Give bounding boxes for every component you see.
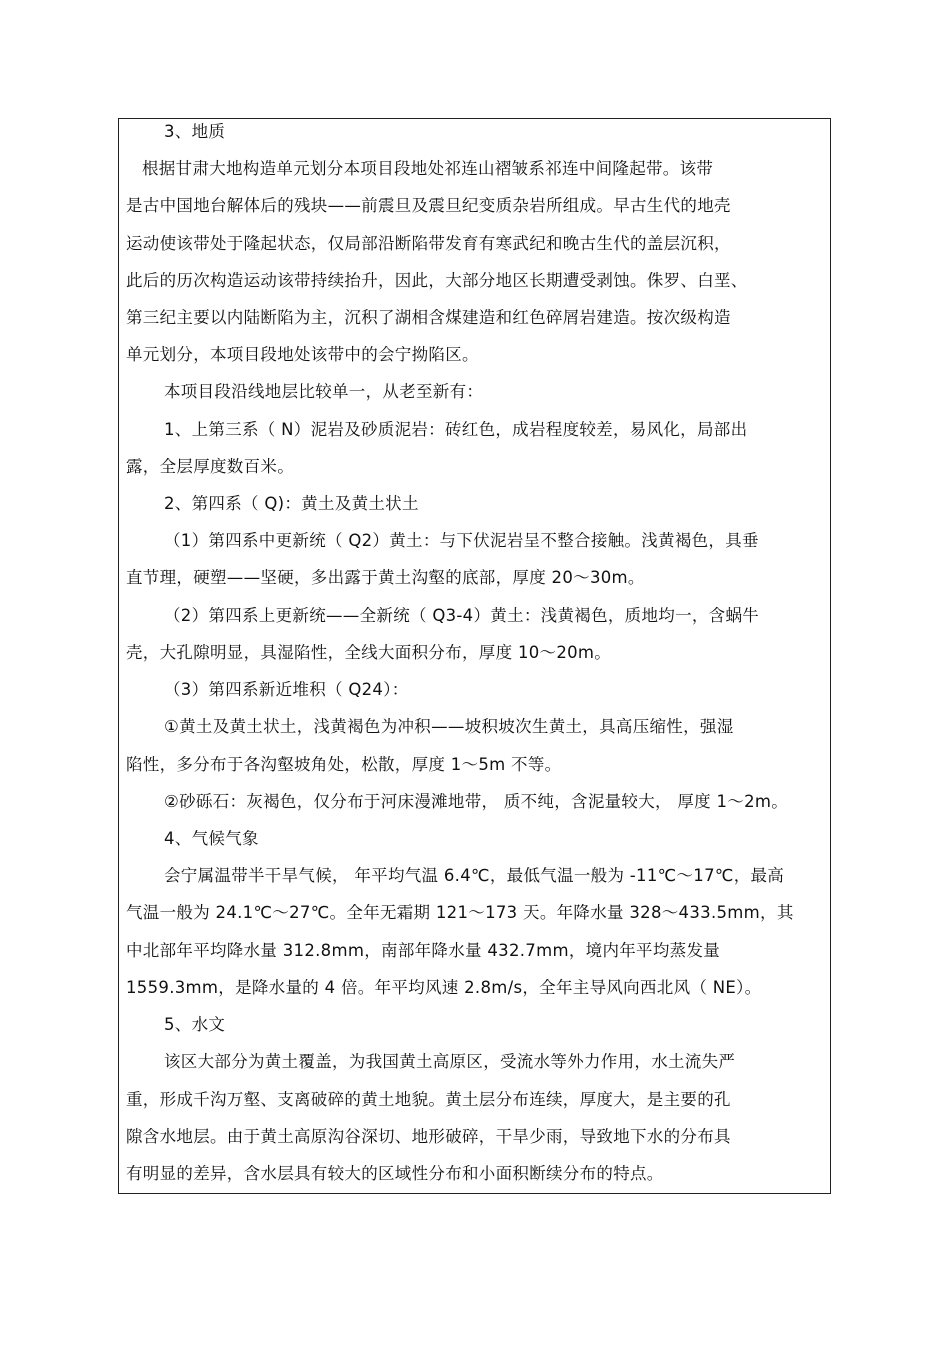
list-item-line: ②砂砾石：灰褐色，仅分布于河床漫滩地带， 质不纯，含泥量较大， 厚度 1～2m。 [164, 792, 789, 811]
section-heading-geology: 3、地质 [164, 122, 226, 141]
paragraph-line: 重，形成千沟万壑、支离破碎的黄土地貌。黄土层分布连续，厚度大，是主要的孔 [126, 1090, 731, 1109]
list-item-line: （1）第四系中更新统（ Q2）黄土：与下伏泥岩呈不整合接触。浅黄褐色，具垂 [164, 531, 759, 550]
paragraph-line: 本项目段沿线地层比较单一，从老至新有： [164, 382, 484, 401]
list-item-line: （3）第四系新近堆积（ Q24）： [164, 680, 409, 699]
paragraph-line: 单元划分，本项目段地处该带中的会宁拗陷区。 [126, 345, 479, 364]
paragraph-line: 运动使该带处于隆起状态，仅局部沿断陷带发育有寒武纪和晚古生代的盖层沉积， [126, 234, 731, 253]
list-item-line: （2）第四系上更新统——全新统（ Q3-4）黄土：浅黄褐色，质地均一，含蜗牛 [164, 606, 760, 625]
list-item-line: 露，全层厚度数百米。 [126, 457, 294, 476]
paragraph-line: 中北部年平均降水量 312.8mm，南部年降水量 432.7mm，境内年平均蒸发量 [126, 941, 721, 960]
paragraph-line: 第三纪主要以内陆断陷为主，沉积了湖相含煤建造和红色碎屑岩建造。按次级构造 [126, 308, 731, 327]
list-item-line: 壳，大孔隙明显，具湿陷性，全线大面积分布，厚度 10～20m。 [126, 643, 612, 662]
paragraph-line: 1559.3mm，是降水量的 4 倍。年平均风速 2.8m/s，全年主导风向西北风（ NE）。 [126, 978, 762, 997]
paragraph-line: 会宁属温带半干旱气候， 年平均气温 6.4℃，最低气温一般为 -11℃～17℃，最高 [164, 866, 785, 885]
list-item-line: 直节理，硬塑——坚硬，多出露于黄土沟壑的底部，厚度 20～30m。 [126, 568, 645, 587]
paragraph-line: 此后的历次构造运动该带持续抬升，因此，大部分地区长期遭受剥蚀。侏罗、白垩、 [126, 271, 748, 290]
list-item-line: 2、第四系（ Q)：黄土及黄土状土 [164, 494, 419, 513]
paragraph-line: 该区大部分为黄土覆盖，为我国黄土高原区，受流水等外力作用，水土流失严 [164, 1052, 736, 1071]
list-item-line: 1、上第三系（ N）泥岩及砂质泥岩：砖红色，成岩程度较差，易风化，局部出 [164, 420, 748, 439]
list-item-line: 陷性，多分布于各沟壑坡角处，松散，厚度 1～5m 不等。 [126, 755, 562, 774]
list-item-line: ①黄土及黄土状土，浅黄褐色为冲积——坡积坡次生黄土，具高压缩性，强湿 [164, 717, 734, 736]
paragraph-line: 气温一般为 24.1℃～27℃。全年无霜期 121～173 天。年降水量 328～433.5mm，其 [126, 903, 794, 922]
paragraph-line: 根据甘肃大地构造单元划分本项目段地处祁连山褶皱系祁连中间隆起带。该带 [142, 159, 714, 178]
section-heading-hydrology: 5、水文 [164, 1015, 226, 1034]
paragraph-line: 是古中国地台解体后的残块——前震旦及震旦纪变质杂岩所组成。早古生代的地壳 [126, 196, 731, 215]
paragraph-line: 有明显的差异，含水层具有较大的区域性分布和小面积断续分布的特点。 [126, 1164, 664, 1183]
section-heading-climate: 4、气候气象 [164, 829, 259, 848]
paragraph-line: 隙含水地层。由于黄土高原沟谷深切、地形破碎，干旱少雨，导致地下水的分布具 [126, 1127, 731, 1146]
